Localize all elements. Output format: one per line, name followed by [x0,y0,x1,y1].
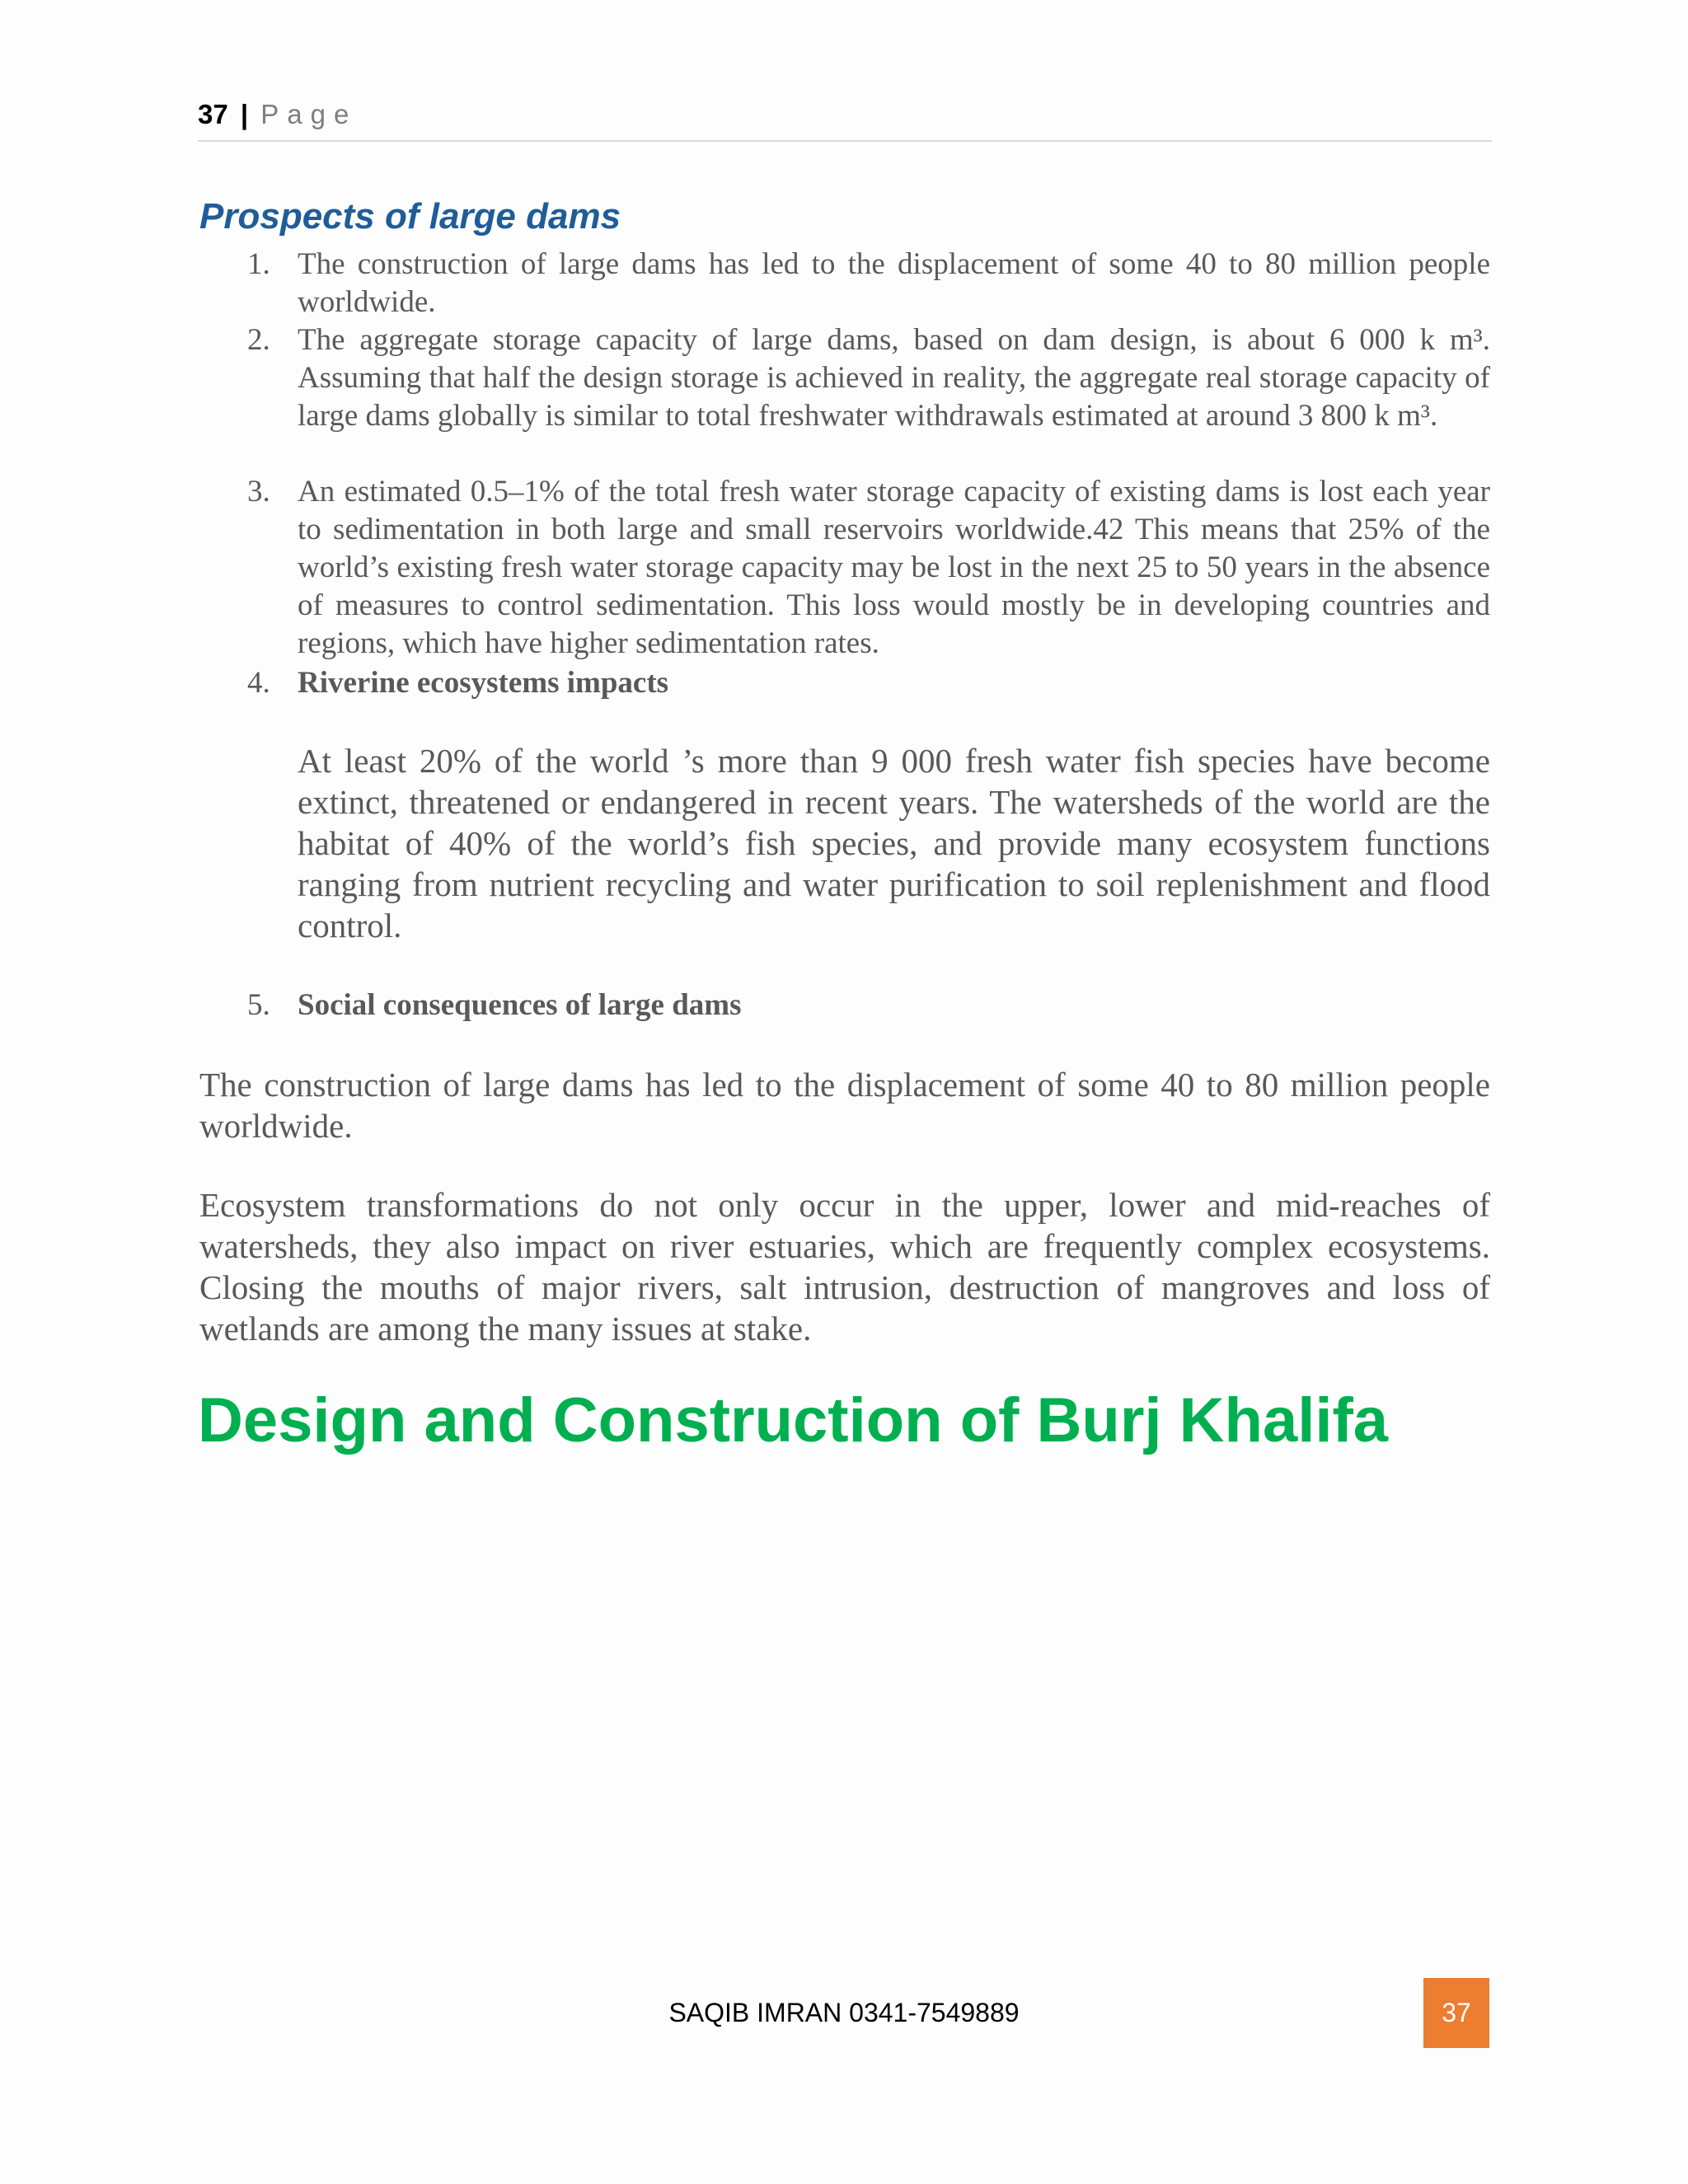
footer-page-number-box: 37 [1423,1978,1489,2048]
list-item-heading: Riverine ecosystems impacts [298,666,669,700]
list-item [198,987,1490,1024]
body-paragraph: Ecosystem transformations do not only occur in the upper, lower and mid-reaches of watersheds, they also impact on river estuaries, which are frequently complex ecosystems. Closing the mouths of major rivers, salt intrusion, destruction of mangroves and loss of wetlands are among the many issues at stake. [199,1186,1490,1347]
list-item-paragraph: At least 20% of the world ’s more than 9 000 fresh water fish species have become extinct, threatened or endangered in recent years. The watersheds of the world are the habitat of 40% of the world’s fish species, and provide many ecosystem functions ranging from nutrient recycling and water purification to soil replenishment and flood control. [298,742,1490,944]
body-paragraph: The construction of large dams has led to the displacement of some 40 to 80 million people worldwide. [199,1066,1490,1145]
page-header [198,99,1492,142]
list-item-number: 4. [247,666,270,700]
footer-author: SAQIB IMRAN 0341-7549889 [668,1998,1020,2027]
list-item-text: The aggregate storage capacity of large dams, based on dam design, is about 6 000 k m³. Assuming that half the design storage is achieved in reality, the aggregate real storage capacity of large dams globally is similar to total freshwater withdrawals estimated at around 3 800 k m³. [298,323,1490,433]
header-page-number: 37 [198,99,228,129]
list-item [198,664,1490,702]
list-item-number: 2. [247,323,270,357]
list-item-heading: Social consequences of large dams [298,988,742,1022]
list-item-number: 1. [247,247,270,281]
list-item-number: 3. [247,475,270,509]
list-item [198,321,1490,435]
header-page-word: Page [260,99,358,129]
list-item [198,473,1490,663]
list-item-number: 5. [247,988,270,1022]
list-item-text: The construction of large dams has led to the displacement of some 40 to 80 million people worldwide. [298,247,1490,319]
section-title: Prospects of large dams [199,196,621,237]
list-item-text: An estimated 0.5–1% of the total fresh water storage capacity of existing dams is lost each year to sedimentation in both large and small reservoirs worldwide.42 This means that 25% of the world’s existing fresh water storage capacity may be lost in the next 25 to 50 years in the absence of measures to control sedimentation. This loss would mostly be in developing countries and regions, which have higher sedimentation rates. [298,475,1490,660]
header-separator: | [240,99,249,129]
section-heading: Design and Construction of Burj Khalifa [198,1385,1389,1455]
list-item [198,246,1490,321]
